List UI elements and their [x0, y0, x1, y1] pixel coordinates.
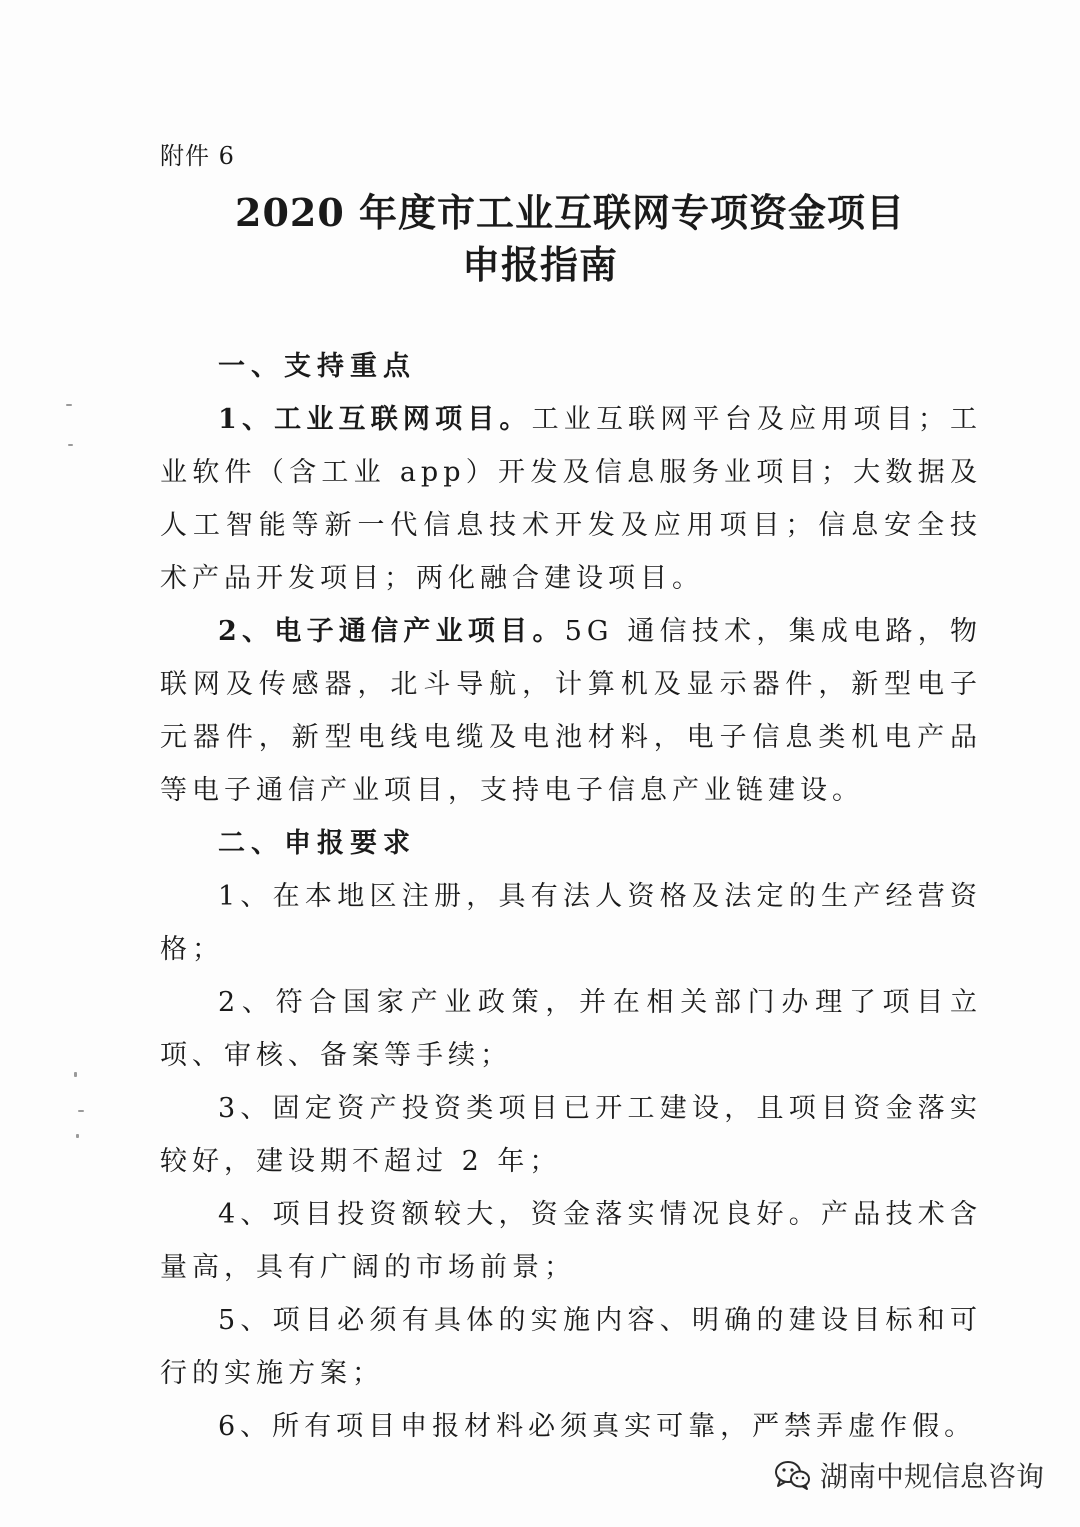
section-heading-requirements: 二、申报要求 [218, 828, 416, 859]
requirement-item: 6、所有项目申报材料必须真实可靠，严禁弄虚作假。 [218, 1411, 977, 1442]
requirement-item: 4、项目投资额较大，资金落实情况良好。产品技术含量高，具有广阔的市场前景； [160, 1199, 982, 1283]
requirement-item: 5、项目必须有具体的实施内容、明确的建设目标和可行的实施方案； [160, 1305, 982, 1389]
attachment-label: 附件 6 [160, 142, 235, 170]
wechat-watermark [774, 1455, 1044, 1495]
item-text-industrial-internet: 工业互联网平台及应用项目；工业软件（含工业 app）开发及信息服务业项目；大数据及人工智能等新一代信息技术开发及应用项目；信息安全技术产品开发项目；两化融合建设项目。 [160, 404, 983, 594]
document-title-line-2: 申报指南 [461, 242, 618, 287]
wechat-icon [774, 1459, 812, 1491]
watermark-text: 湖南中规信息咨询 [819, 1460, 1044, 1493]
document-body [160, 340, 982, 1453]
section-heading-support-focus: 一、支持重点 [218, 351, 416, 382]
item-lead-electronic-communication: 2、电子通信产业项目。 [218, 616, 565, 647]
requirement-item: 3、固定资产投资类项目已开工建设，且项目资金落实较好，建设期不超过 2 年； [160, 1093, 982, 1177]
paragraph-electronic-communication [160, 605, 982, 817]
document-title-line-1: 2020 年度市工业互联网专项资金项目 [235, 190, 905, 235]
requirement-item: 2、符合国家产业政策，并在相关部门办理了项目立项、审核、备案等手续； [160, 987, 982, 1071]
item-text-electronic-communication: 5G 通信技术，集成电路，物联网及传感器，北斗导航，计算机及显示器件，新型电子元器件，新型电线电缆及电池材料，电子信息类机电产品等电子通信产业项目，支持电子信息产业链建设。 [160, 616, 982, 806]
item-lead-industrial-internet: 1、工业互联网项目。 [218, 404, 532, 435]
requirement-item: 1、在本地区注册，具有法人资格及法定的生产经营资格； [160, 881, 982, 965]
paragraph-industrial-internet [160, 393, 982, 605]
